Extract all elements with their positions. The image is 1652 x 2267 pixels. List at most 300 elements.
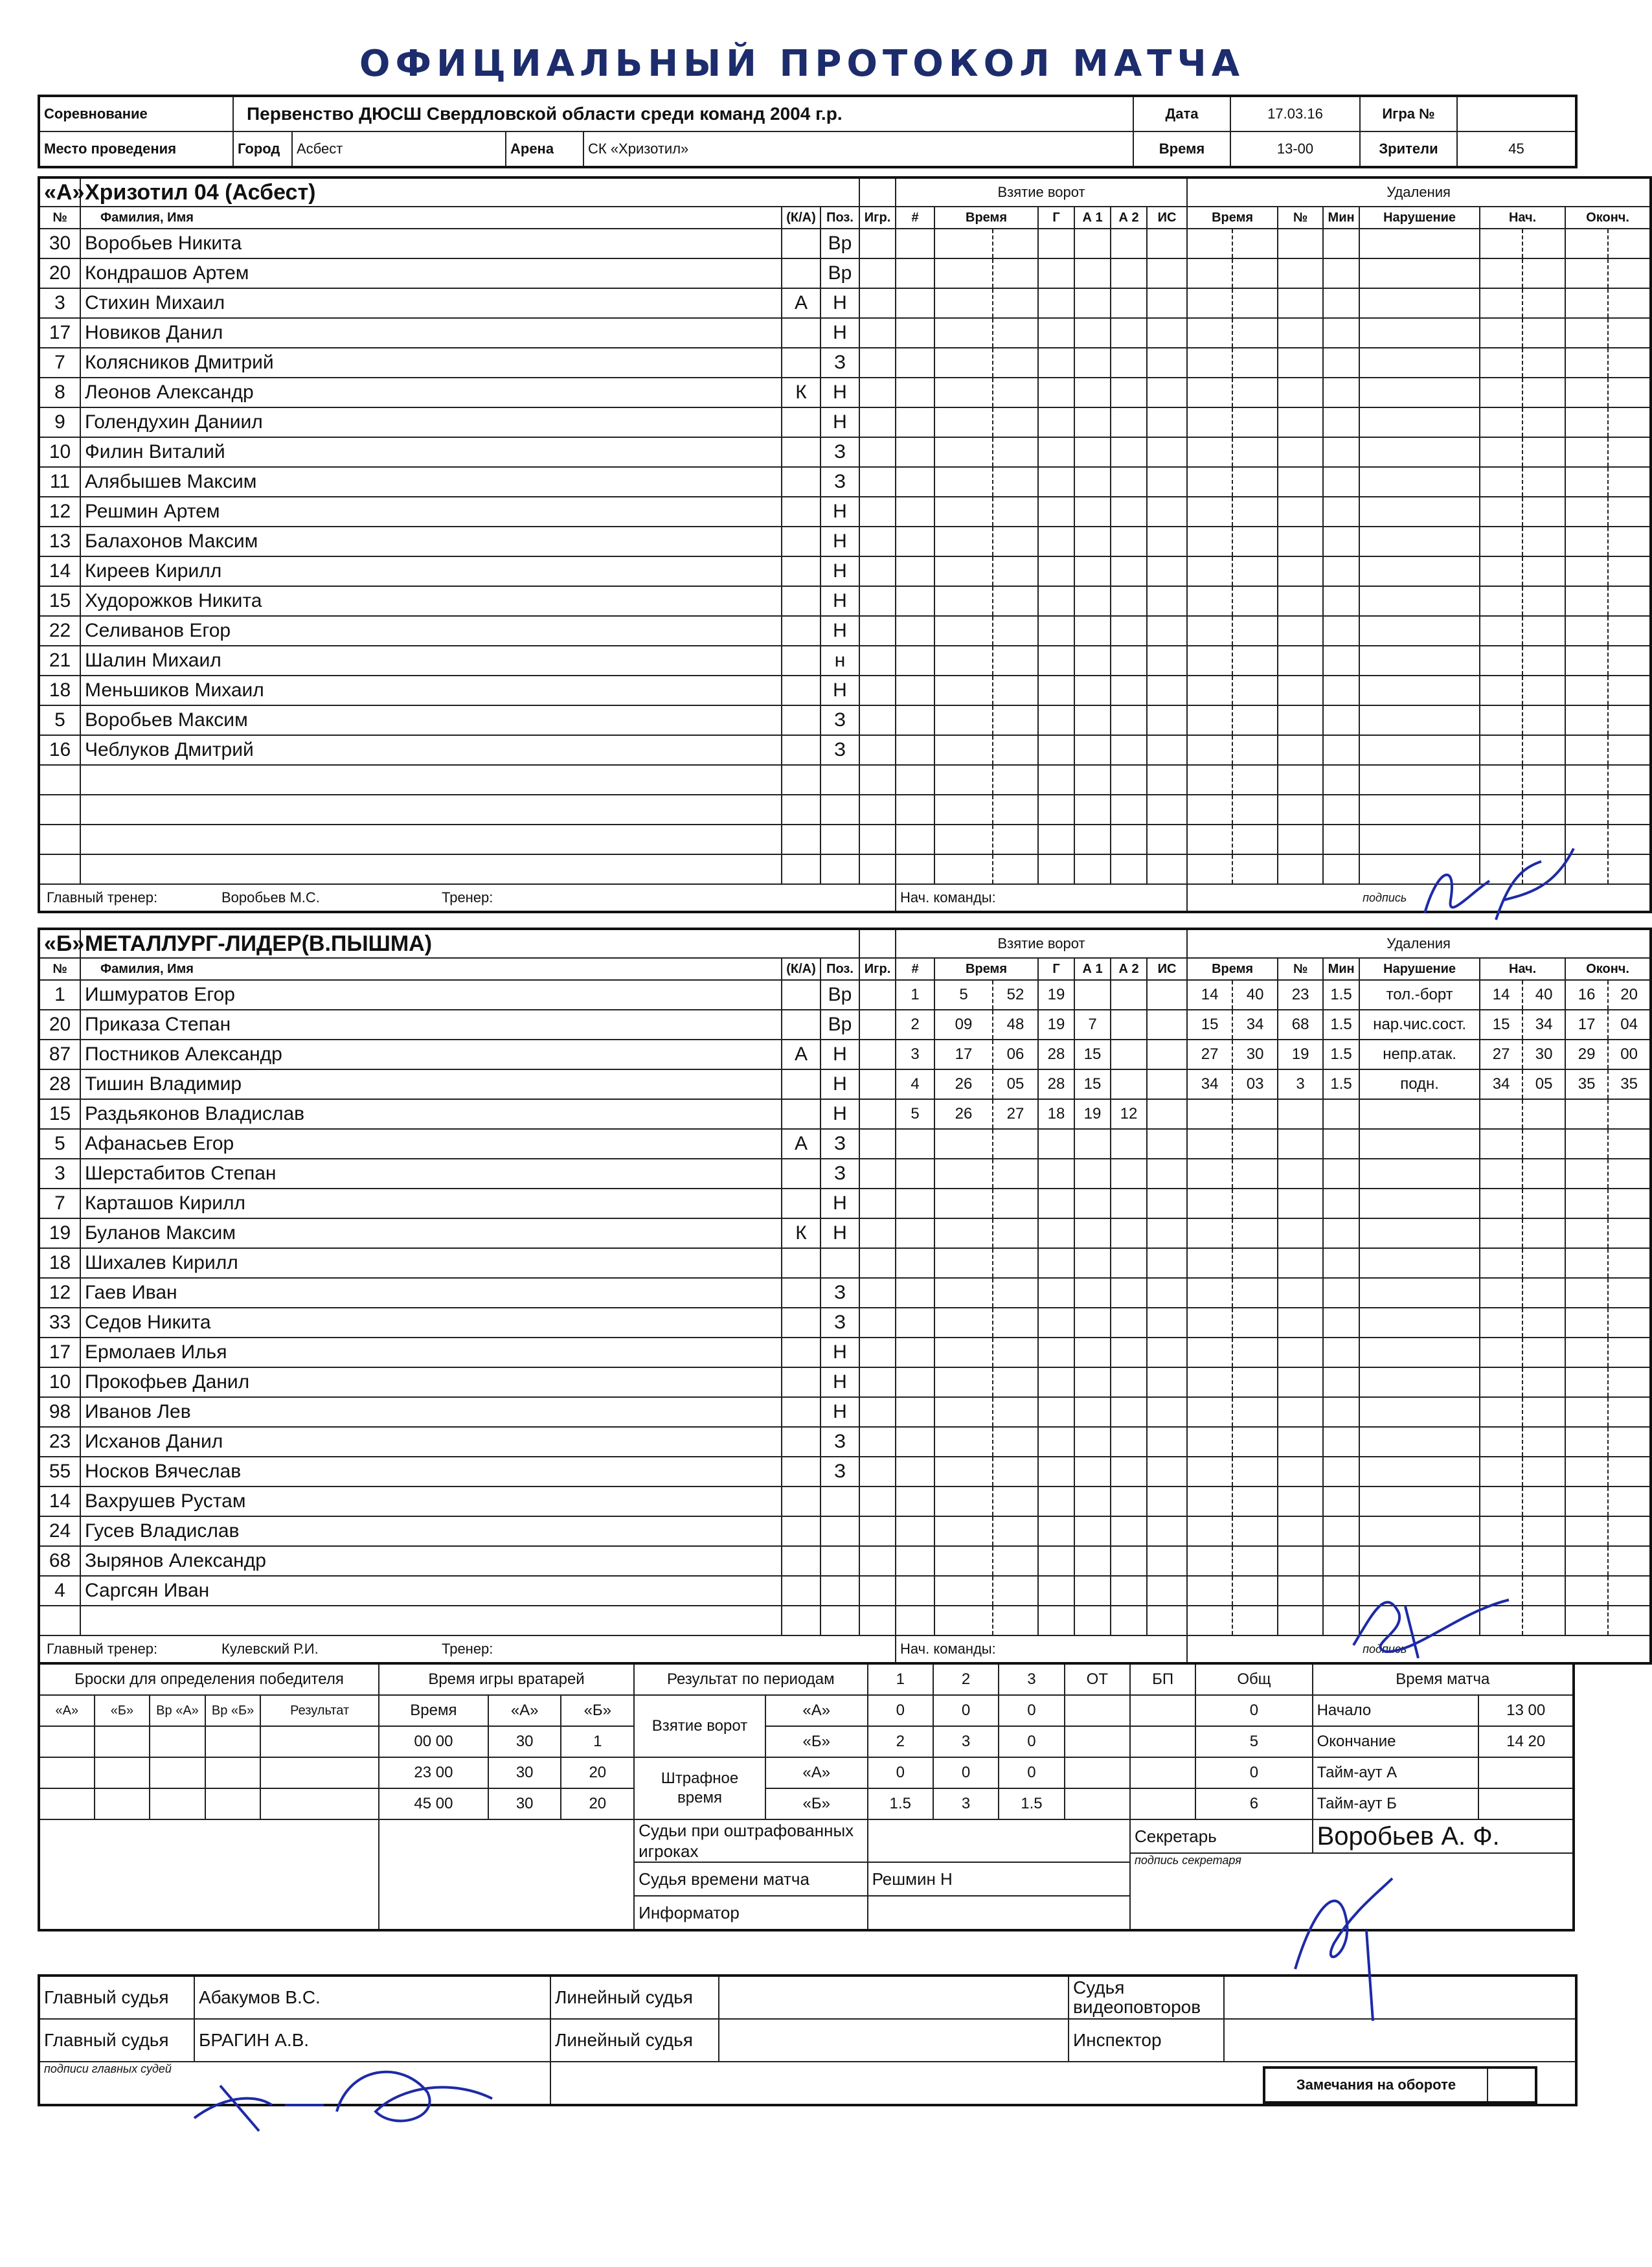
penalty-minutes <box>1323 497 1359 527</box>
goal-scorer <box>1038 646 1074 676</box>
player-position: Вр <box>820 258 859 288</box>
goal-index <box>896 527 934 556</box>
penalty-start-min <box>1480 735 1522 765</box>
player-position: н <box>820 646 859 676</box>
penalty-start-min <box>1480 795 1522 825</box>
penalty-player <box>1278 676 1323 705</box>
player-position: Н <box>820 676 859 705</box>
player-played <box>859 735 896 765</box>
match-header <box>38 95 1578 168</box>
penalty-minute <box>1187 854 1232 884</box>
goal-assist-1 <box>1074 1546 1111 1576</box>
col-name: Фамилия, Имя <box>80 958 782 980</box>
player-position: Н <box>820 556 859 586</box>
goal-scorer <box>1038 616 1074 646</box>
team-b-column-headers <box>39 958 1651 980</box>
player-row <box>39 616 1651 646</box>
penalty-second <box>1232 229 1278 258</box>
penalty-end-sec <box>1608 676 1651 705</box>
col-g: Г <box>1038 207 1074 229</box>
player-position: З <box>820 1159 859 1189</box>
player-captain-mark <box>782 646 820 676</box>
penalty-violation <box>1359 1248 1480 1278</box>
player-played <box>859 288 896 318</box>
penalty-start-sec <box>1522 1427 1565 1457</box>
goal-situation <box>1147 1487 1187 1516</box>
penalty-end-sec <box>1608 497 1651 527</box>
penalty-end-min <box>1565 1159 1608 1189</box>
goal-second <box>993 437 1038 467</box>
penalty-second <box>1232 854 1278 884</box>
player-name: Иванов Лев <box>80 1397 782 1427</box>
goals-label: Взятие ворот <box>634 1695 765 1757</box>
player-played <box>859 1218 896 1248</box>
goal-index <box>896 735 934 765</box>
goal-assist-1 <box>1074 318 1111 348</box>
penalty-violation <box>1359 1338 1480 1367</box>
penalty-start-min <box>1480 258 1522 288</box>
secretary-sign-label: подпись секретаря <box>1130 1853 1574 1930</box>
player-number: 14 <box>39 556 80 586</box>
goal-index: 4 <box>896 1069 934 1099</box>
penalty-end-sec <box>1608 1606 1651 1635</box>
goal-second <box>993 1129 1038 1159</box>
goal-minute <box>934 1546 993 1576</box>
goal-second <box>993 735 1038 765</box>
player-played <box>859 616 896 646</box>
penalty-end-min <box>1565 467 1608 497</box>
player-name: Исханов Данил <box>80 1427 782 1457</box>
goal-assist-1 <box>1074 1457 1111 1487</box>
goalie-row3-b: 20 <box>561 1788 634 1819</box>
penalty-start-sec <box>1522 1099 1565 1129</box>
penalty-minutes <box>1323 348 1359 378</box>
shootout-title: Броски для определения победителя <box>39 1663 379 1695</box>
player-captain-mark <box>782 616 820 646</box>
penalty-start-min <box>1480 1427 1522 1457</box>
goal-situation <box>1147 437 1187 467</box>
penalty-minute <box>1187 258 1232 288</box>
penalty-start-min <box>1480 705 1522 735</box>
goal-minute <box>934 497 993 527</box>
team-b-sign-label: подпись <box>1187 1635 1651 1663</box>
goal-second <box>993 258 1038 288</box>
penalty-minutes <box>1323 1248 1359 1278</box>
player-number: 12 <box>39 1278 80 1308</box>
penalty-violation <box>1359 1516 1480 1546</box>
penalty-end-sec <box>1608 795 1651 825</box>
penalty-violation <box>1359 1457 1480 1487</box>
penalty-end-sec <box>1608 1427 1651 1457</box>
competition-label: Соревнование <box>39 96 233 131</box>
player-played <box>859 825 896 854</box>
goal-assist-2 <box>1111 1189 1147 1218</box>
goal-situation <box>1147 556 1187 586</box>
player-position: Н <box>820 1338 859 1367</box>
goals-a-p3: 0 <box>999 1695 1064 1726</box>
penalty-end-sec <box>1608 646 1651 676</box>
player-captain-mark <box>782 765 820 795</box>
goal-assist-1 <box>1074 437 1111 467</box>
goals-a-ot <box>1065 1695 1130 1726</box>
goal-assist-2 <box>1111 407 1147 437</box>
goal-assist-2 <box>1111 854 1147 884</box>
player-position: Н <box>820 1218 859 1248</box>
player-number: 15 <box>39 1099 80 1129</box>
player-row <box>39 1457 1651 1487</box>
penalty-minutes <box>1323 1427 1359 1457</box>
remarks-box <box>1263 2066 1537 2104</box>
penalty-player <box>1278 497 1323 527</box>
penalty-start-sec <box>1522 378 1565 407</box>
penalty-minute <box>1187 1606 1232 1635</box>
player-row <box>39 1189 1651 1218</box>
player-row <box>39 1248 1651 1278</box>
goal-second <box>993 1218 1038 1248</box>
team-b-chief-label: Нач. команды: <box>896 1635 1187 1663</box>
penalty-start-sec <box>1522 1367 1565 1397</box>
col-num: № <box>39 958 80 980</box>
penalty-minutes: 1.5 <box>1323 980 1359 1010</box>
goal-assist-2 <box>1111 705 1147 735</box>
goal-second <box>993 1308 1038 1338</box>
player-position <box>820 825 859 854</box>
penalty-violation <box>1359 1129 1480 1159</box>
player-played <box>859 318 896 348</box>
goal-scorer <box>1038 795 1074 825</box>
goal-situation <box>1147 1546 1187 1576</box>
penalty-end-sec: 35 <box>1608 1069 1651 1099</box>
goal-scorer <box>1038 1338 1074 1367</box>
goal-assist-1 <box>1074 378 1111 407</box>
player-number: 18 <box>39 676 80 705</box>
penalty-start-sec <box>1522 1159 1565 1189</box>
goal-index: 3 <box>896 1040 934 1069</box>
goal-scorer <box>1038 348 1074 378</box>
player-row <box>39 1487 1651 1516</box>
penalty-start-sec <box>1522 437 1565 467</box>
goal-second <box>993 407 1038 437</box>
penalty-start-sec <box>1522 1457 1565 1487</box>
penalty-minutes <box>1323 1099 1359 1129</box>
player-captain-mark <box>782 467 820 497</box>
penalty-minute <box>1187 1129 1232 1159</box>
penalty-second <box>1232 1308 1278 1338</box>
start-label: Начало <box>1313 1695 1479 1726</box>
goal-index <box>896 497 934 527</box>
goal-situation <box>1147 1278 1187 1308</box>
penalty-end-sec <box>1608 527 1651 556</box>
period-ot-header: ОТ <box>1065 1663 1130 1695</box>
penalty-end-sec <box>1608 467 1651 497</box>
penalty-second <box>1232 1218 1278 1248</box>
goal-index <box>896 1606 934 1635</box>
player-number: 18 <box>39 1248 80 1278</box>
referee2-label: Главный судья <box>39 2019 194 2062</box>
goal-minute <box>934 586 993 616</box>
penalty-end-min <box>1565 1516 1608 1546</box>
shootout-a: «А» <box>39 1695 95 1726</box>
player-number: 5 <box>39 705 80 735</box>
team-b-goals-header: Взятие ворот <box>896 929 1187 958</box>
penalty-end-sec: 00 <box>1608 1040 1651 1069</box>
player-row <box>39 646 1651 676</box>
goal-scorer <box>1038 258 1074 288</box>
goal-minute <box>934 646 993 676</box>
col-hash: # <box>896 207 934 229</box>
goal-second <box>993 765 1038 795</box>
player-position: Н <box>820 497 859 527</box>
penalty-end-sec <box>1608 1129 1651 1159</box>
goal-assist-1: 15 <box>1074 1040 1111 1069</box>
penalty-second <box>1232 1367 1278 1397</box>
goal-assist-1 <box>1074 735 1111 765</box>
player-number <box>39 765 80 795</box>
goal-index <box>896 1427 934 1457</box>
penalty-player <box>1278 1576 1323 1606</box>
penalty-minute <box>1187 497 1232 527</box>
goal-minute: 26 <box>934 1099 993 1129</box>
goal-scorer <box>1038 765 1074 795</box>
player-name: Голендухин Даниил <box>80 407 782 437</box>
penalty-minutes: 1.5 <box>1323 1069 1359 1099</box>
penalty-start-sec <box>1522 467 1565 497</box>
player-row <box>39 1338 1651 1367</box>
player-played <box>859 1159 896 1189</box>
goal-minute <box>934 1248 993 1278</box>
player-row <box>39 497 1651 527</box>
penalty-second <box>1232 1338 1278 1367</box>
penalty-player <box>1278 735 1323 765</box>
penalty-violation <box>1359 318 1480 348</box>
player-name: Буланов Максим <box>80 1218 782 1248</box>
penalty-violation <box>1359 437 1480 467</box>
player-played <box>859 1487 896 1516</box>
goal-second <box>993 348 1038 378</box>
penalty-minute <box>1187 1278 1232 1308</box>
penalty-player <box>1278 288 1323 318</box>
player-name: Приказа Степан <box>80 1010 782 1040</box>
player-number: 3 <box>39 1159 80 1189</box>
goal-assist-2 <box>1111 765 1147 795</box>
goalie-b-label: «Б» <box>561 1695 634 1726</box>
ref-sign-label: подписи главных судей <box>39 2062 550 2105</box>
penalty-minutes <box>1323 795 1359 825</box>
penalty-player <box>1278 1457 1323 1487</box>
goal-assist-1 <box>1074 556 1111 586</box>
goal-index <box>896 229 934 258</box>
goal-index <box>896 1546 934 1576</box>
goal-assist-2 <box>1111 1576 1147 1606</box>
col-start: Нач. <box>1480 958 1565 980</box>
player-row <box>39 1397 1651 1427</box>
penalty-end-min <box>1565 1487 1608 1516</box>
document-title: ОФИЦИАЛЬНЫЙ ПРОТОКОЛ МАТЧА <box>359 43 1245 85</box>
penalty-end-min <box>1565 735 1608 765</box>
goals-b-p3: 0 <box>999 1726 1064 1757</box>
goal-index <box>896 616 934 646</box>
remarks-label: Замечания на обороте <box>1264 2068 1488 2102</box>
player-played <box>859 467 896 497</box>
col-goal-time: Время <box>934 958 1038 980</box>
goal-situation <box>1147 318 1187 348</box>
penalty-minute <box>1187 1218 1232 1248</box>
penalty-end-min: 17 <box>1565 1010 1608 1040</box>
goal-second <box>993 854 1038 884</box>
secretary-signature <box>1282 1865 1425 2034</box>
penalty-end-sec: 04 <box>1608 1010 1651 1040</box>
player-number: 55 <box>39 1457 80 1487</box>
penalty-minute <box>1187 1427 1232 1457</box>
penalty-start-min <box>1480 1457 1522 1487</box>
goal-scorer <box>1038 288 1074 318</box>
penalty-second <box>1232 467 1278 497</box>
goal-index <box>896 1278 934 1308</box>
goal-scorer <box>1038 586 1074 616</box>
player-name: Кондрашов Артем <box>80 258 782 288</box>
penalty-minute <box>1187 825 1232 854</box>
goal-index: 2 <box>896 1010 934 1040</box>
penalty-player: 68 <box>1278 1010 1323 1040</box>
goal-index <box>896 854 934 884</box>
goal-situation <box>1147 586 1187 616</box>
goal-scorer: 19 <box>1038 980 1074 1010</box>
player-name <box>80 854 782 884</box>
penalty-second <box>1232 258 1278 288</box>
penalty-end-sec: 20 <box>1608 980 1651 1010</box>
penalty-violation <box>1359 676 1480 705</box>
goalie-time-label: Время <box>379 1695 488 1726</box>
penalty-start-sec <box>1522 348 1565 378</box>
goal-minute <box>934 378 993 407</box>
penalty-end-min <box>1565 1546 1608 1576</box>
goal-situation <box>1147 527 1187 556</box>
player-number: 87 <box>39 1040 80 1069</box>
penalty-end-sec <box>1608 1487 1651 1516</box>
player-position: Н <box>820 527 859 556</box>
team-b-tag: «Б» <box>39 929 80 958</box>
player-name: Саргсян Иван <box>80 1576 782 1606</box>
player-number: 22 <box>39 616 80 646</box>
period-3-header: 3 <box>999 1663 1064 1695</box>
player-row <box>39 1099 1651 1129</box>
penalty-second: 40 <box>1232 980 1278 1010</box>
penalty-minute <box>1187 1457 1232 1487</box>
goal-index <box>896 825 934 854</box>
goal-scorer <box>1038 705 1074 735</box>
penalty-second <box>1232 616 1278 646</box>
goal-minute <box>934 616 993 646</box>
player-captain-mark <box>782 854 820 884</box>
player-captain-mark <box>782 1576 820 1606</box>
penalty-player <box>1278 1427 1323 1457</box>
goal-second <box>993 1367 1038 1397</box>
penalty-end-min <box>1565 1606 1608 1635</box>
player-captain-mark <box>782 825 820 854</box>
team-b-table <box>38 928 1652 1665</box>
player-name: Карташов Кирилл <box>80 1189 782 1218</box>
goal-minute <box>934 1308 993 1338</box>
goal-assist-1 <box>1074 1159 1111 1189</box>
player-captain-mark <box>782 795 820 825</box>
penalty-player: 19 <box>1278 1040 1323 1069</box>
goal-index <box>896 378 934 407</box>
penalty-minutes <box>1323 1218 1359 1248</box>
player-captain-mark <box>782 1189 820 1218</box>
col-played: Игр. <box>859 207 896 229</box>
goal-index <box>896 765 934 795</box>
penalty-second <box>1232 705 1278 735</box>
player-number: 17 <box>39 318 80 348</box>
goal-assist-1 <box>1074 980 1111 1010</box>
goal-minute <box>934 527 993 556</box>
penalty-violation <box>1359 646 1480 676</box>
goal-second <box>993 1248 1038 1278</box>
penalty-minute <box>1187 795 1232 825</box>
player-position: Вр <box>820 980 859 1010</box>
player-position: З <box>820 348 859 378</box>
penalty-end-min <box>1565 795 1608 825</box>
goal-situation <box>1147 765 1187 795</box>
goalie-row2-b: 20 <box>561 1757 634 1788</box>
goal-minute <box>934 288 993 318</box>
penalty-second <box>1232 437 1278 467</box>
player-played <box>859 556 896 586</box>
goal-scorer <box>1038 1397 1074 1427</box>
player-position: Н <box>820 616 859 646</box>
penalty-second <box>1232 1516 1278 1546</box>
player-played <box>859 646 896 676</box>
player-number: 20 <box>39 1010 80 1040</box>
pim-b-p2: 3 <box>933 1788 999 1819</box>
penalty-violation <box>1359 527 1480 556</box>
penalty-violation: подн. <box>1359 1069 1480 1099</box>
penalty-start-sec <box>1522 646 1565 676</box>
penalty-violation <box>1359 1367 1480 1397</box>
player-number <box>39 1606 80 1635</box>
player-position <box>820 1546 859 1576</box>
player-row <box>39 1010 1651 1040</box>
goal-index <box>896 467 934 497</box>
player-captain-mark <box>782 258 820 288</box>
goalie-row1-a: 30 <box>488 1726 561 1757</box>
goal-assist-1 <box>1074 586 1111 616</box>
player-name: Раздьяконов Владислав <box>80 1099 782 1129</box>
goal-minute <box>934 1367 993 1397</box>
pim-b-ot <box>1065 1788 1130 1819</box>
penalty-second <box>1232 556 1278 586</box>
informer-label: Информатор <box>634 1896 867 1930</box>
goal-minute <box>934 1516 993 1546</box>
team-a-column-headers <box>39 207 1651 229</box>
penalty-minute <box>1187 1308 1232 1338</box>
goal-assist-1 <box>1074 765 1111 795</box>
penalty-end-min <box>1565 378 1608 407</box>
player-played <box>859 1427 896 1457</box>
goalie-row2-m: 23 <box>414 1764 432 1781</box>
penalty-minute <box>1187 407 1232 437</box>
player-position: З <box>820 467 859 497</box>
col-a1: А 1 <box>1074 958 1111 980</box>
penalty-minutes: 1.5 <box>1323 1040 1359 1069</box>
penalty-start-sec <box>1522 1308 1565 1338</box>
player-number: 19 <box>39 1218 80 1248</box>
goal-assist-2: 12 <box>1111 1099 1147 1129</box>
goal-assist-2 <box>1111 467 1147 497</box>
referee1-label: Главный судья <box>39 1976 194 2019</box>
goal-assist-1 <box>1074 676 1111 705</box>
player-row <box>39 467 1651 497</box>
